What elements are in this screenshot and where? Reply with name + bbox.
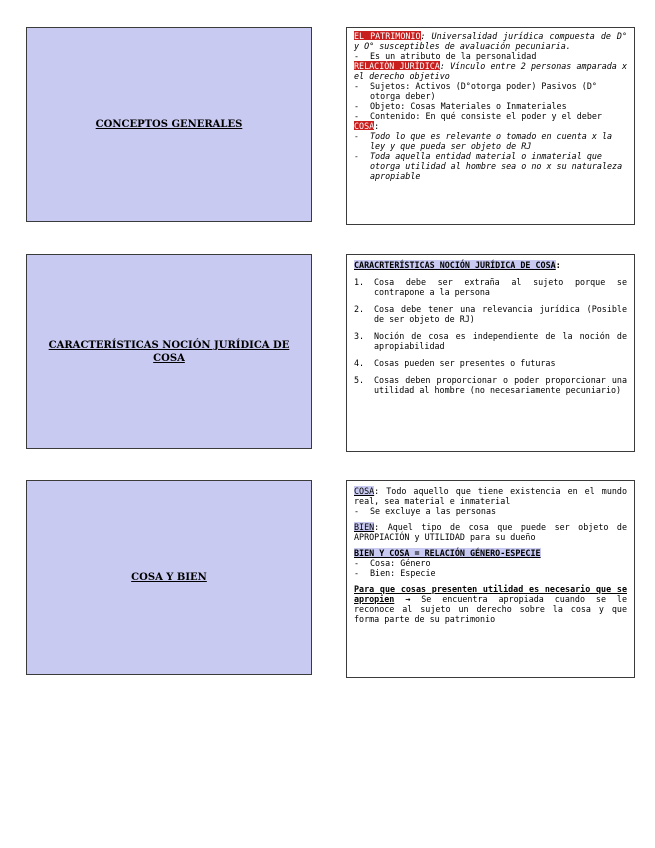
- list-item: - Sujetos: Activos (D°otorga poder) Pasivos (D° otorga deber): [354, 81, 627, 101]
- list-item: - Contenido: En qué consiste el poder y el deber: [354, 111, 627, 121]
- caracteristicas-list: [354, 277, 627, 395]
- notes-2: [346, 254, 635, 452]
- cosa-list: [354, 506, 627, 516]
- list-item: 2. Cosa debe tener una relevancia jurídica (Posible de ser objeto de RJ): [354, 304, 627, 324]
- relacion-label: RELACIÓN JURÍDICA: [354, 61, 440, 71]
- slide-2-title: CARACTERÍSTICAS NOCIÓN JURÍDICA DE COSA: [48, 339, 290, 364]
- relacion-list: [354, 558, 627, 578]
- patrimonio-definition: EL PATRIMONIO: Universalidad jurídica compuesta de D° y O° susceptibles de avaluación pecuniaria.: [354, 31, 627, 51]
- cosa-list: [354, 131, 627, 181]
- arrow-right-icon: →: [405, 594, 411, 604]
- caracteristicas-heading: CARACRTERÍSTICAS NOCIÓN JURÍDICA DE COSA:: [354, 260, 561, 270]
- slide-1-conceptos-generales: [26, 27, 312, 222]
- list-item: - Toda aquella entidad material o inmaterial que otorga utilidad al hombre sea o no x su naturaleza apropiable: [354, 151, 627, 181]
- list-item: - Bien: Especie: [354, 568, 627, 578]
- notes-3: [346, 480, 635, 678]
- list-item: - Objeto: Cosas Materiales o Inmateriales: [354, 101, 627, 111]
- slide-3-title: COSA Y BIEN: [131, 572, 207, 583]
- cosa-label: COSA: [354, 486, 375, 496]
- list-item: 1. Cosa debe ser extraña al sujeto porque se contrapone a la persona: [354, 277, 627, 297]
- list-item: 5. Cosas deben proporcionar o poder proporcionar una utilidad al hombre (no necesariamente pecuniario): [354, 375, 627, 395]
- slide-3-cosa-y-bien: [26, 480, 312, 675]
- relacion-list: [354, 81, 627, 121]
- slide-1-title: CONCEPTOS GENERALES: [95, 119, 243, 130]
- bien-definition: BIEN: Aquel tipo de cosa que puede ser objeto de APROPIACIÓN y UTILIDAD para su dueño: [354, 522, 627, 542]
- relacion-definition: RELACIÓN JURÍDICA: Vínculo entre 2 personas amparada x el derecho objetivo: [354, 61, 628, 81]
- cosa-label: COSA: [354, 121, 375, 131]
- relacion-genero-especie-heading: BIEN Y COSA = RELACIÓN GÉNERO-ESPECIE: [354, 548, 541, 558]
- list-item: 3. Noción de cosa es independiente de la noción de apropiabilidad: [354, 331, 627, 351]
- patrimonio-list: [354, 51, 627, 61]
- cosa-definition: COSA: Todo aquello que tiene existencia en el mundo real, sea material e inmaterial: [354, 486, 627, 506]
- list-item: - Cosa: Género: [354, 558, 627, 568]
- bien-label: BIEN: [354, 522, 375, 532]
- notes-1: [346, 27, 635, 225]
- list-item: 4. Cosas pueden ser presentes o futuras: [354, 358, 556, 368]
- patrimonio-label: EL PATRIMONIO: [354, 31, 421, 41]
- apropiacion-paragraph: Para que cosas presenten utilidad es necesario que se apropien → Se encuentra apropiada cuando se le reconoce al sujeto un derecho sobre la cosa y que forma parte de su patrimonio: [354, 584, 627, 624]
- cosa-heading: COSA:: [354, 121, 380, 131]
- slide-2-caracteristicas: [26, 254, 312, 449]
- list-item: - Se excluye a las personas: [354, 506, 627, 516]
- list-item: - Todo lo que es relevante o tomado en cuenta x la ley y que pueda ser objeto de RJ: [354, 131, 627, 151]
- list-item: - Es un atributo de la personalidad: [354, 51, 627, 61]
